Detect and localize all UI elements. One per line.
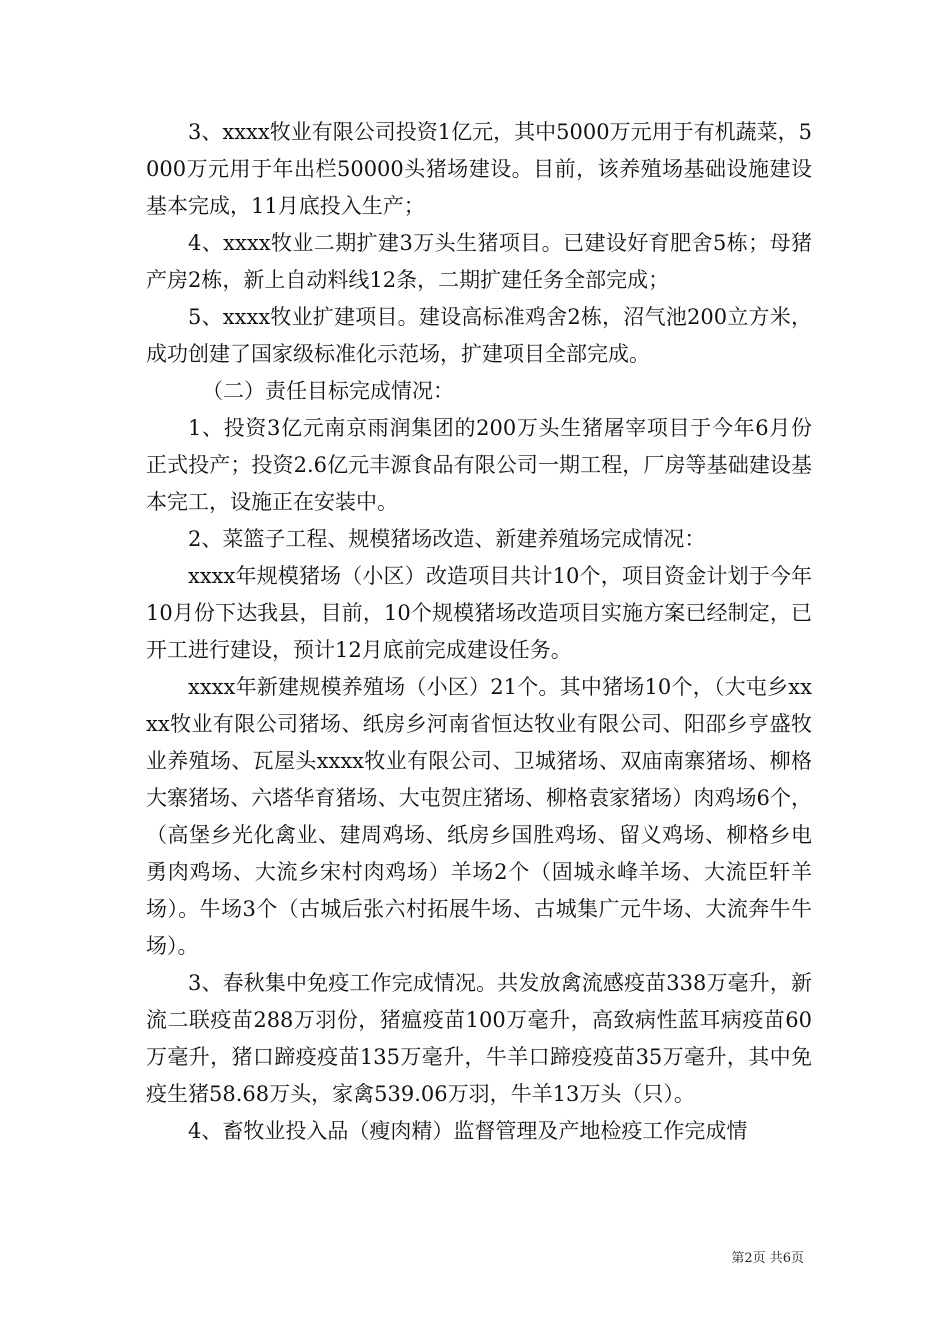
paragraph-9: 4、畜牧业投入品（瘦肉精）监督管理及产地检疫工作完成情 bbox=[188, 1119, 748, 1143]
page-number: 第2页 共6页 bbox=[731, 1251, 804, 1266]
paragraph-1: 3、xxxx牧业有限公司投资1亿元，其中5000万元用于有机蔬菜，5000万元用于年出栏50000头猪场建设。目前，该养殖场基础设施建设基本完成，11月底投入生产； bbox=[146, 120, 812, 218]
paragraph-6: xxxx年规模猪场（小区）改造项目共计10个，项目资金计划于今年10月份下达我县，目前，10个规模猪场改造项目实施方案已经制定，已开工进行建设，预计12月底前完成建设任务。 bbox=[146, 564, 812, 662]
paragraph-4: 1、投资3亿元南京雨润集团的200万头生猪屠宰项目于今年6月份正式投产；投资2.6亿元丰源食品有限公司一期工程，厂房等基础建设基本完工，设施正在安装中。 bbox=[146, 416, 812, 514]
paragraph-3: 5、xxxx牧业扩建项目。建设高标准鸡舍2栋，沼气池200立方米，成功创建了国家级标准化示范场，扩建项目全部完成。 bbox=[146, 305, 812, 366]
document-body bbox=[146, 114, 812, 1150]
paragraph-2: 4、xxxx牧业二期扩建3万头生猪项目。已建设好育肥舍5栋；母猪产房2栋，新上自动料线12条，二期扩建任务全部完成； bbox=[146, 231, 812, 292]
section-heading: （二）责任目标完成情况： bbox=[202, 379, 454, 403]
paragraph-7: xxxx年新建规模养殖场（小区）21个。其中猪场10个，（大屯乡xxxx牧业有限公司猪场、纸房乡河南省恒达牧业有限公司、阳邵乡亨盛牧业养殖场、瓦屋头xxxx牧业有限公司、卫城猪场、双庙南寨猪场、柳格大寨猪场、六塔华育猪场、大屯贺庄猪场、柳格袁家猪场）肉鸡场6个，（高堡乡光化禽业、建周鸡场、纸房乡国胜鸡场、留义鸡场、柳格乡电勇肉鸡场、大流乡宋村肉鸡场）羊场2个（固城永峰羊场、大流臣轩羊场）。牛场3个（古城后张六村拓展牛场、古城集广元牛场、大流奔牛牛场）。 bbox=[146, 675, 812, 958]
paragraph-8: 3、春秋集中免疫工作完成情况。共发放禽流感疫苗338万毫升，新流二联疫苗288万羽份，猪瘟疫苗100万毫升，高致病性蓝耳病疫苗60万毫升，猪口蹄疫疫苗135万毫升，牛羊口蹄疫疫苗35万毫升，其中免疫生猪58.68万头，家禽539.06万羽，牛羊13万头（只）。 bbox=[146, 971, 812, 1106]
paragraph-5: 2、菜篮子工程、规模猪场改造、新建养殖场完成情况： bbox=[188, 527, 706, 551]
